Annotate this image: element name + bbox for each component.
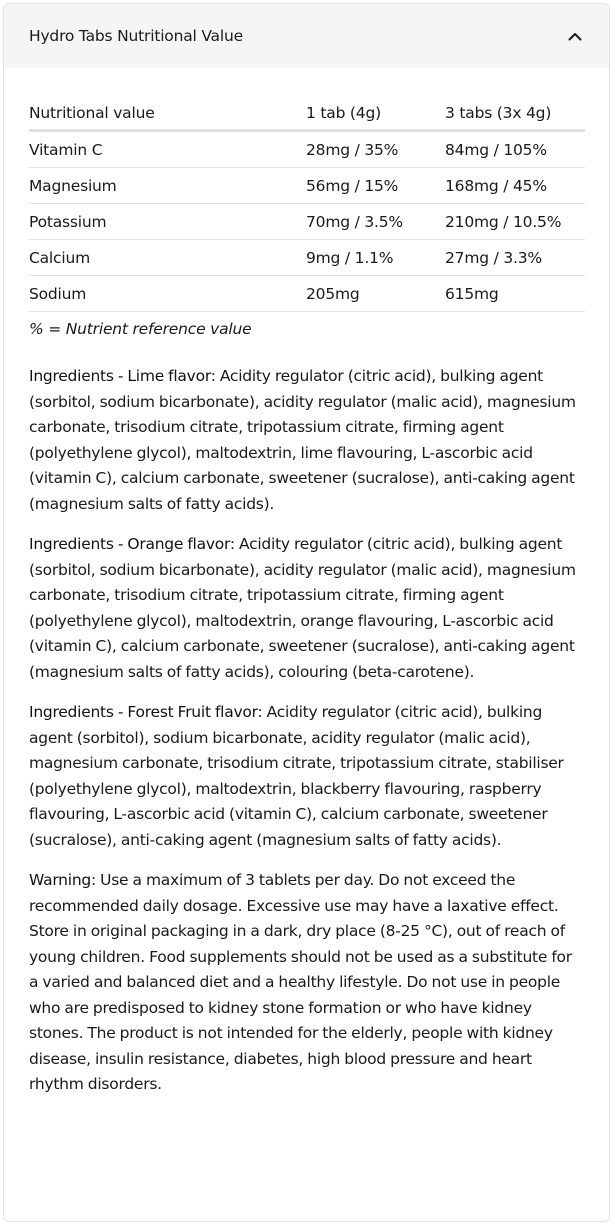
paragraph-label: Ingredients - Lime flavor (29, 367, 211, 385)
paragraph-text: : Acidity regulator (citric acid), bulking agent (sorbitol, sodium bicarbonate), acidity regulator (malic acid), magnesium carbonate, trisodium citrate, tripotassium citrate, firming agent (polyethylene glycol), maltodextrin, lime flavouring, L-ascorbic acid (vitamin C), calcium carbonate, sweetener (sucralose), anti-caking agent (magnesium salts of fatty acids). (29, 367, 576, 513)
table-cell: 70mg / 3.5% (306, 204, 445, 240)
paragraph-text: : Acidity regulator (citric acid), bulking agent (sorbitol), sodium bicarbonate, acidity regulator (malic acid), magnesium carbonate, trisodium citrate, tripotassium citrate, stabiliser (polyethylene glycol), maltodextrin, blackberry flavouring, raspberry flavouring, L-ascorbic acid (vitamin C), calcium carbonate, sweetener (sucralose), anti-caking agent (magnesium salts of fatty acids). (29, 703, 564, 849)
accordion-body (4, 68, 609, 1098)
table-cell: 168mg / 45% (445, 168, 585, 204)
ingredients-forest-fruit (29, 700, 584, 853)
table-cell: 9mg / 1.1% (306, 240, 445, 276)
table-cell: 210mg / 10.5% (445, 204, 585, 240)
warning (29, 868, 584, 1098)
table-row (29, 131, 585, 168)
paragraph-label: Ingredients - Orange flavor (29, 535, 230, 553)
paragraph-label: Warning (29, 871, 91, 889)
table-cell: Potassium (29, 204, 306, 240)
table-row (29, 168, 585, 204)
column-header: Nutritional value (29, 96, 306, 131)
table-row (29, 240, 585, 276)
table-cell: 615mg (445, 276, 585, 312)
table-cell: Magnesium (29, 168, 306, 204)
paragraph-label: Ingredients - Forest Fruit flavor (29, 703, 258, 721)
table-cell: 56mg / 15% (306, 168, 445, 204)
column-header: 1 tab (4g) (306, 96, 445, 131)
table-cell: 205mg (306, 276, 445, 312)
table-cell: Sodium (29, 276, 306, 312)
accordion-title: Hydro Tabs Nutritional Value (29, 27, 243, 45)
table-cell: 27mg / 3.3% (445, 240, 585, 276)
nutrition-accordion (3, 3, 610, 1222)
ingredients-orange (29, 532, 584, 685)
table-cell: 28mg / 35% (306, 131, 445, 168)
chevron-up-icon[interactable] (567, 28, 583, 44)
table-row (29, 204, 585, 240)
ingredients-lime (29, 364, 584, 517)
column-header: 3 tabs (3x 4g) (445, 96, 585, 131)
paragraph-text: : Acidity regulator (citric acid), bulking agent (sorbitol, sodium bicarbonate), acidity regulator (malic acid), magnesium carbonate, trisodium citrate, tripotassium citrate, firming agent (polyethylene glycol), maltodextrin, orange flavouring, L-ascorbic acid (vitamin C), calcium carbonate, sweetener (sucralose), anti-caking agent (magnesium salts of fatty acids), colouring (beta-carotene). (29, 535, 576, 681)
table-cell: 84mg / 105% (445, 131, 585, 168)
table-cell: Vitamin C (29, 131, 306, 168)
paragraph-text: : Use a maximum of 3 tablets per day. Do not exceed the recommended daily dosage. Excessive use may have a laxative effect. Store in original packaging in a dark, dry place (8-25 °C), out of reach of young children. Food supplements should not be used as a substitute for a varied and balanced diet and a healthy lifestyle. Do not use in people who are predisposed to kidney stone formation or who have kidney stones. The product is not intended for the elderly, people with kidney disease, insulin resistance, diabetes, high blood pressure and heart rhythm disorders. (29, 871, 572, 1093)
nutrition-table (29, 96, 585, 312)
table-cell: Calcium (29, 240, 306, 276)
nrv-note: % = Nutrient reference value (29, 320, 252, 338)
accordion-header[interactable] (4, 4, 609, 68)
table-row (29, 276, 585, 312)
table-header-row (29, 96, 585, 131)
